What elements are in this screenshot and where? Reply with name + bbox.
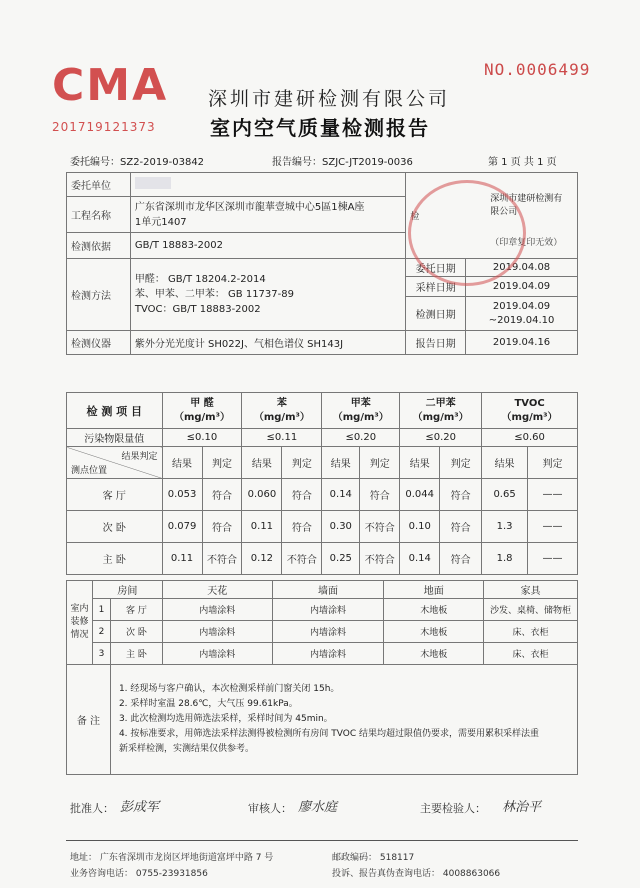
result-header: 结果 <box>400 447 440 479</box>
location: 次 卧 <box>67 511 163 543</box>
cell: 不符合 <box>202 543 242 575</box>
inspector-label: 主要检验人： <box>420 802 486 815</box>
commission-number: 委托编号：SZ2-2019-03842 <box>70 157 205 168</box>
basis-value: GB/T 18883-2002 <box>130 233 405 259</box>
page-indicator: 第 1 页 共 1 页 <box>488 157 557 168</box>
cell: 0.65 <box>482 479 528 511</box>
organization-name: 深圳市建研检测有限公司 <box>208 88 451 110</box>
col-header: 墙面 <box>272 581 384 599</box>
result-header: 结果 <box>242 447 282 479</box>
results-table <box>66 392 578 575</box>
decoration-side-label: 室内装修情况 <box>67 581 93 665</box>
decoration-table <box>66 580 578 775</box>
cell: 0.25 <box>322 543 360 575</box>
judge-header: 判定 <box>440 447 482 479</box>
date-value: 2019.04.08 <box>466 259 578 277</box>
date-label: 报告日期 <box>406 331 466 355</box>
pollutant-header: TVOC （mg/m³） <box>482 393 578 429</box>
limit-value: ≤0.10 <box>162 429 242 447</box>
cell: 客 厅 <box>110 599 162 621</box>
result-header: 结果 <box>322 447 360 479</box>
cell: 符合 <box>440 543 482 575</box>
cell: 1.3 <box>482 511 528 543</box>
reviewer-label: 审核人： <box>248 802 292 815</box>
cell: 内墙涂料 <box>162 599 272 621</box>
cell: 符合 <box>282 479 322 511</box>
cell: 0.12 <box>242 543 282 575</box>
cell: 次 卧 <box>110 621 162 643</box>
col-header: 房间 <box>92 581 162 599</box>
cell: 沙发、桌椅、储物柜 <box>484 599 578 621</box>
project-label: 工程名称 <box>67 197 131 233</box>
result-header: 结果 <box>482 447 528 479</box>
col-header: 地面 <box>384 581 484 599</box>
limit-label: 污染物限量值 <box>67 429 163 447</box>
location: 客 厅 <box>67 479 163 511</box>
cell: 2 <box>92 621 110 643</box>
note-line: 2. 采样时室温 28.6℃，大气压 99.61kPa。 <box>118 699 298 709</box>
table-row <box>67 511 578 543</box>
cell: 内墙涂料 <box>272 599 384 621</box>
judge-header: 判定 <box>282 447 322 479</box>
cma-logo: CMA <box>52 60 169 111</box>
pollutant-header: 甲苯 （mg/m³） <box>322 393 400 429</box>
corner-cell: 结果判定 测点位置 <box>67 447 163 479</box>
stamp-org: 深圳市建研检测有限公司 <box>490 194 563 217</box>
cell: 0.10 <box>400 511 440 543</box>
cell: 不符合 <box>360 511 400 543</box>
cell: 符合 <box>202 479 242 511</box>
cell: 符合 <box>202 511 242 543</box>
cell: 符合 <box>440 511 482 543</box>
footer-phone: 业务咨询电话： 0755-23931856 <box>70 869 208 879</box>
date-label: 委托日期 <box>406 259 466 277</box>
notes-content <box>110 665 577 775</box>
cell: 不符合 <box>360 543 400 575</box>
limit-value: ≤0.60 <box>482 429 578 447</box>
client-value <box>130 173 405 197</box>
cell: —— <box>528 543 578 575</box>
cell: 1 <box>92 599 110 621</box>
cma-number: 201719121373 <box>52 120 156 134</box>
stamp-label: 检 <box>410 212 420 222</box>
method-value: 甲醛： GB/T 18204.2-2014 苯、甲苯、二甲苯： GB 11737-89 TVOC：GB/T 18883-2002 <box>130 259 405 331</box>
cell: —— <box>528 511 578 543</box>
cell: 0.14 <box>400 543 440 575</box>
report-title: 室内空气质量检测报告 <box>210 116 430 140</box>
basis-label: 检测依据 <box>67 233 131 259</box>
date-value: 2019.04.09 ~2019.04.10 <box>466 297 578 331</box>
cell: 木地板 <box>384 643 484 665</box>
cell: 内墙涂料 <box>162 643 272 665</box>
cell: 木地板 <box>384 621 484 643</box>
reviewer-signature: 廖水庭 <box>298 800 338 815</box>
cell: 3 <box>92 643 110 665</box>
note-line: 3. 此次检测均选用筛选法采样，采样时间为 45min。 <box>118 714 333 724</box>
col-header: 天花 <box>162 581 272 599</box>
cell: —— <box>528 479 578 511</box>
table-row <box>67 479 578 511</box>
cell: 内墙涂料 <box>272 643 384 665</box>
limit-value: ≤0.20 <box>322 429 400 447</box>
note-line: 1. 经现场与客户确认，本次检测采样前门窗关闭 15h。 <box>118 684 340 694</box>
instrument-label: 检测仪器 <box>67 331 131 355</box>
date-label: 检测日期 <box>406 297 466 331</box>
inspector-signature: 林治平 <box>502 800 542 815</box>
limit-value: ≤0.20 <box>400 429 482 447</box>
approver-label: 批准人： <box>70 802 114 815</box>
judge-header: 判定 <box>360 447 400 479</box>
date-value: 2019.04.09 <box>466 277 578 297</box>
limit-value: ≤0.11 <box>242 429 322 447</box>
cell: 不符合 <box>282 543 322 575</box>
notes-label: 备 注 <box>67 665 111 775</box>
report-number: NO.0006499 <box>484 60 591 79</box>
cell: 主 卧 <box>110 643 162 665</box>
judge-header: 判定 <box>528 447 578 479</box>
pollutant-header: 二甲苯 （mg/m³） <box>400 393 482 429</box>
item-label: 检 测 项 目 <box>67 393 163 429</box>
approver-signature: 彭成军 <box>120 800 160 815</box>
cell: 床、衣柜 <box>484 621 578 643</box>
cell: 0.11 <box>162 543 202 575</box>
redacted-block <box>135 177 171 189</box>
table-row <box>67 599 578 621</box>
result-header: 结果 <box>162 447 202 479</box>
pollutant-header: 苯 （mg/m³） <box>242 393 322 429</box>
cell: 0.30 <box>322 511 360 543</box>
cell: 0.11 <box>242 511 282 543</box>
location: 主 卧 <box>67 543 163 575</box>
footer-address: 地址： 广东省深圳市龙岗区坪地街道富坪中路 7 号 <box>70 853 274 863</box>
cell: 床、衣柜 <box>484 643 578 665</box>
official-seal <box>408 180 526 286</box>
cell: 1.8 <box>482 543 528 575</box>
date-label: 采样日期 <box>406 277 466 297</box>
judge-header: 判定 <box>202 447 242 479</box>
cell: 符合 <box>360 479 400 511</box>
method-label: 检测方法 <box>67 259 131 331</box>
footer-divider <box>66 840 578 841</box>
cell: 0.053 <box>162 479 202 511</box>
cell: 0.14 <box>322 479 360 511</box>
note-line: 新采样检测，实测结果仅供参考。 <box>118 744 254 754</box>
cell: 0.060 <box>242 479 282 511</box>
cell: 木地板 <box>384 599 484 621</box>
cell: 0.079 <box>162 511 202 543</box>
cell: 内墙涂料 <box>162 621 272 643</box>
client-label: 委托单位 <box>67 173 131 197</box>
date-value: 2019.04.16 <box>466 331 578 355</box>
cell: 符合 <box>440 479 482 511</box>
table-row <box>67 543 578 575</box>
project-value: 广东省深圳市龙华区深圳市龍華壹城中心5區1棟A座 1单元1407 <box>130 197 405 233</box>
stamp-note: （印章复印无效） <box>490 238 563 248</box>
footer-complaint: 投诉、报告真伪查询电话： 4008863066 <box>332 869 501 879</box>
table-row <box>67 621 578 643</box>
table-row <box>67 643 578 665</box>
note-line: 4. 按标准要求，用筛选法采样法测得被检测所有房间 TVOC 结果均超过限值仍要求，需要用累积采样法重 <box>118 729 539 739</box>
col-header: 家具 <box>484 581 578 599</box>
footer-postcode: 邮政编码： 518117 <box>332 853 415 863</box>
cell: 0.044 <box>400 479 440 511</box>
pollutant-header: 甲 醛 （mg/m³） <box>162 393 242 429</box>
cell: 内墙涂料 <box>272 621 384 643</box>
cell: 符合 <box>282 511 322 543</box>
report-code: 报告编号：SZJC-JT2019-0036 <box>272 157 413 168</box>
instrument-value: 紫外分光光度计 SH022J、气相色谱仪 SH143J <box>130 331 405 355</box>
